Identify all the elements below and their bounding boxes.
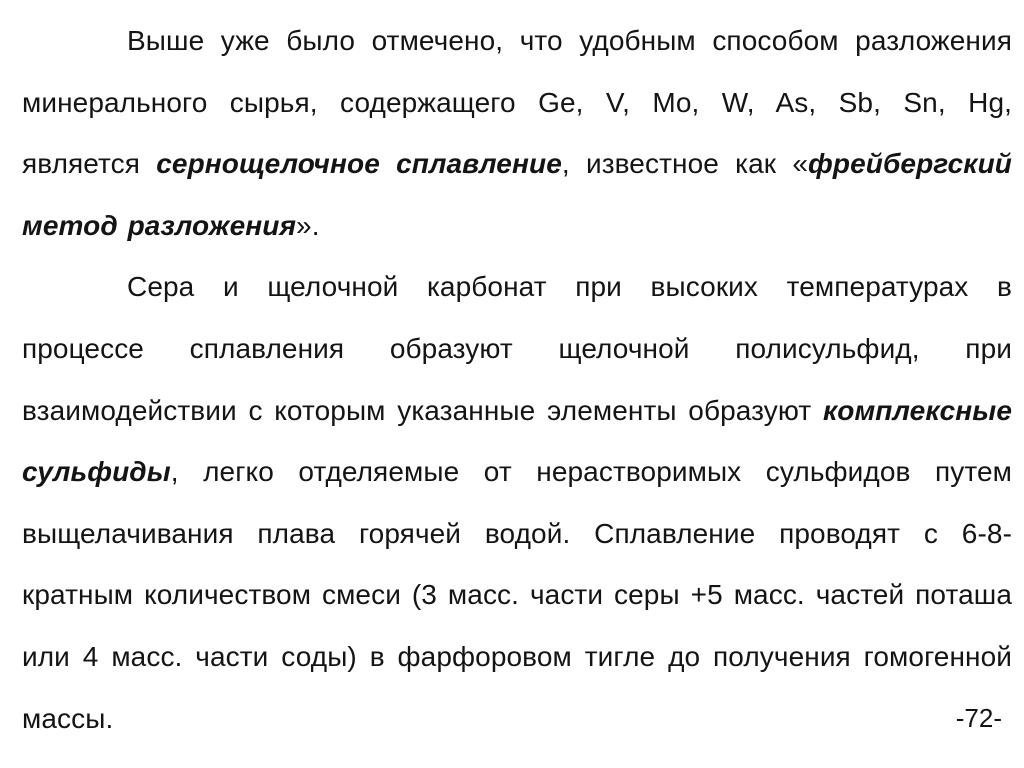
paragraph-decomposition-method bbox=[22, 10, 1012, 256]
paragraph-1-text-2: , известное как « bbox=[561, 148, 809, 180]
term-complex-sulfides: комплексные сульфиды bbox=[22, 394, 1012, 488]
paragraph-2-text-2: , легко отделяемые от нерастворимых сульфидов путем выщелачивания плава горячей водой. Сплавление проводят с 6-8-кратным количеством смеси (3 масс. части серы +5 масс. частей поташа или 4 масс. части соды) в фарфоровом тигле до получения гомогенной массы. bbox=[22, 456, 1012, 734]
document-page bbox=[22, 10, 1012, 760]
paragraph-1-text-1: Выше уже было отмечено, что удобным способом разложения минерального сырья, содержащего Ge, V, Mo, W, As, Sb, Sn, Hg, является bbox=[22, 25, 1012, 180]
paragraph-1-text-3: ». bbox=[296, 209, 320, 241]
term-sulfur-alkali-fusion: сернощелочное сплавление bbox=[156, 148, 562, 180]
paragraph-2-text-1: Сера и щелочной карбонат при высоких температурах в процессе сплавления образуют щелочной полисульфид, при взаимодействии с которым указанные элементы образуют bbox=[22, 271, 1012, 426]
page-number: -72- bbox=[955, 703, 1002, 733]
paragraph-fusion-process bbox=[22, 256, 1012, 749]
term-freiberg-method: фрейбергский метод разложения bbox=[22, 148, 1012, 241]
